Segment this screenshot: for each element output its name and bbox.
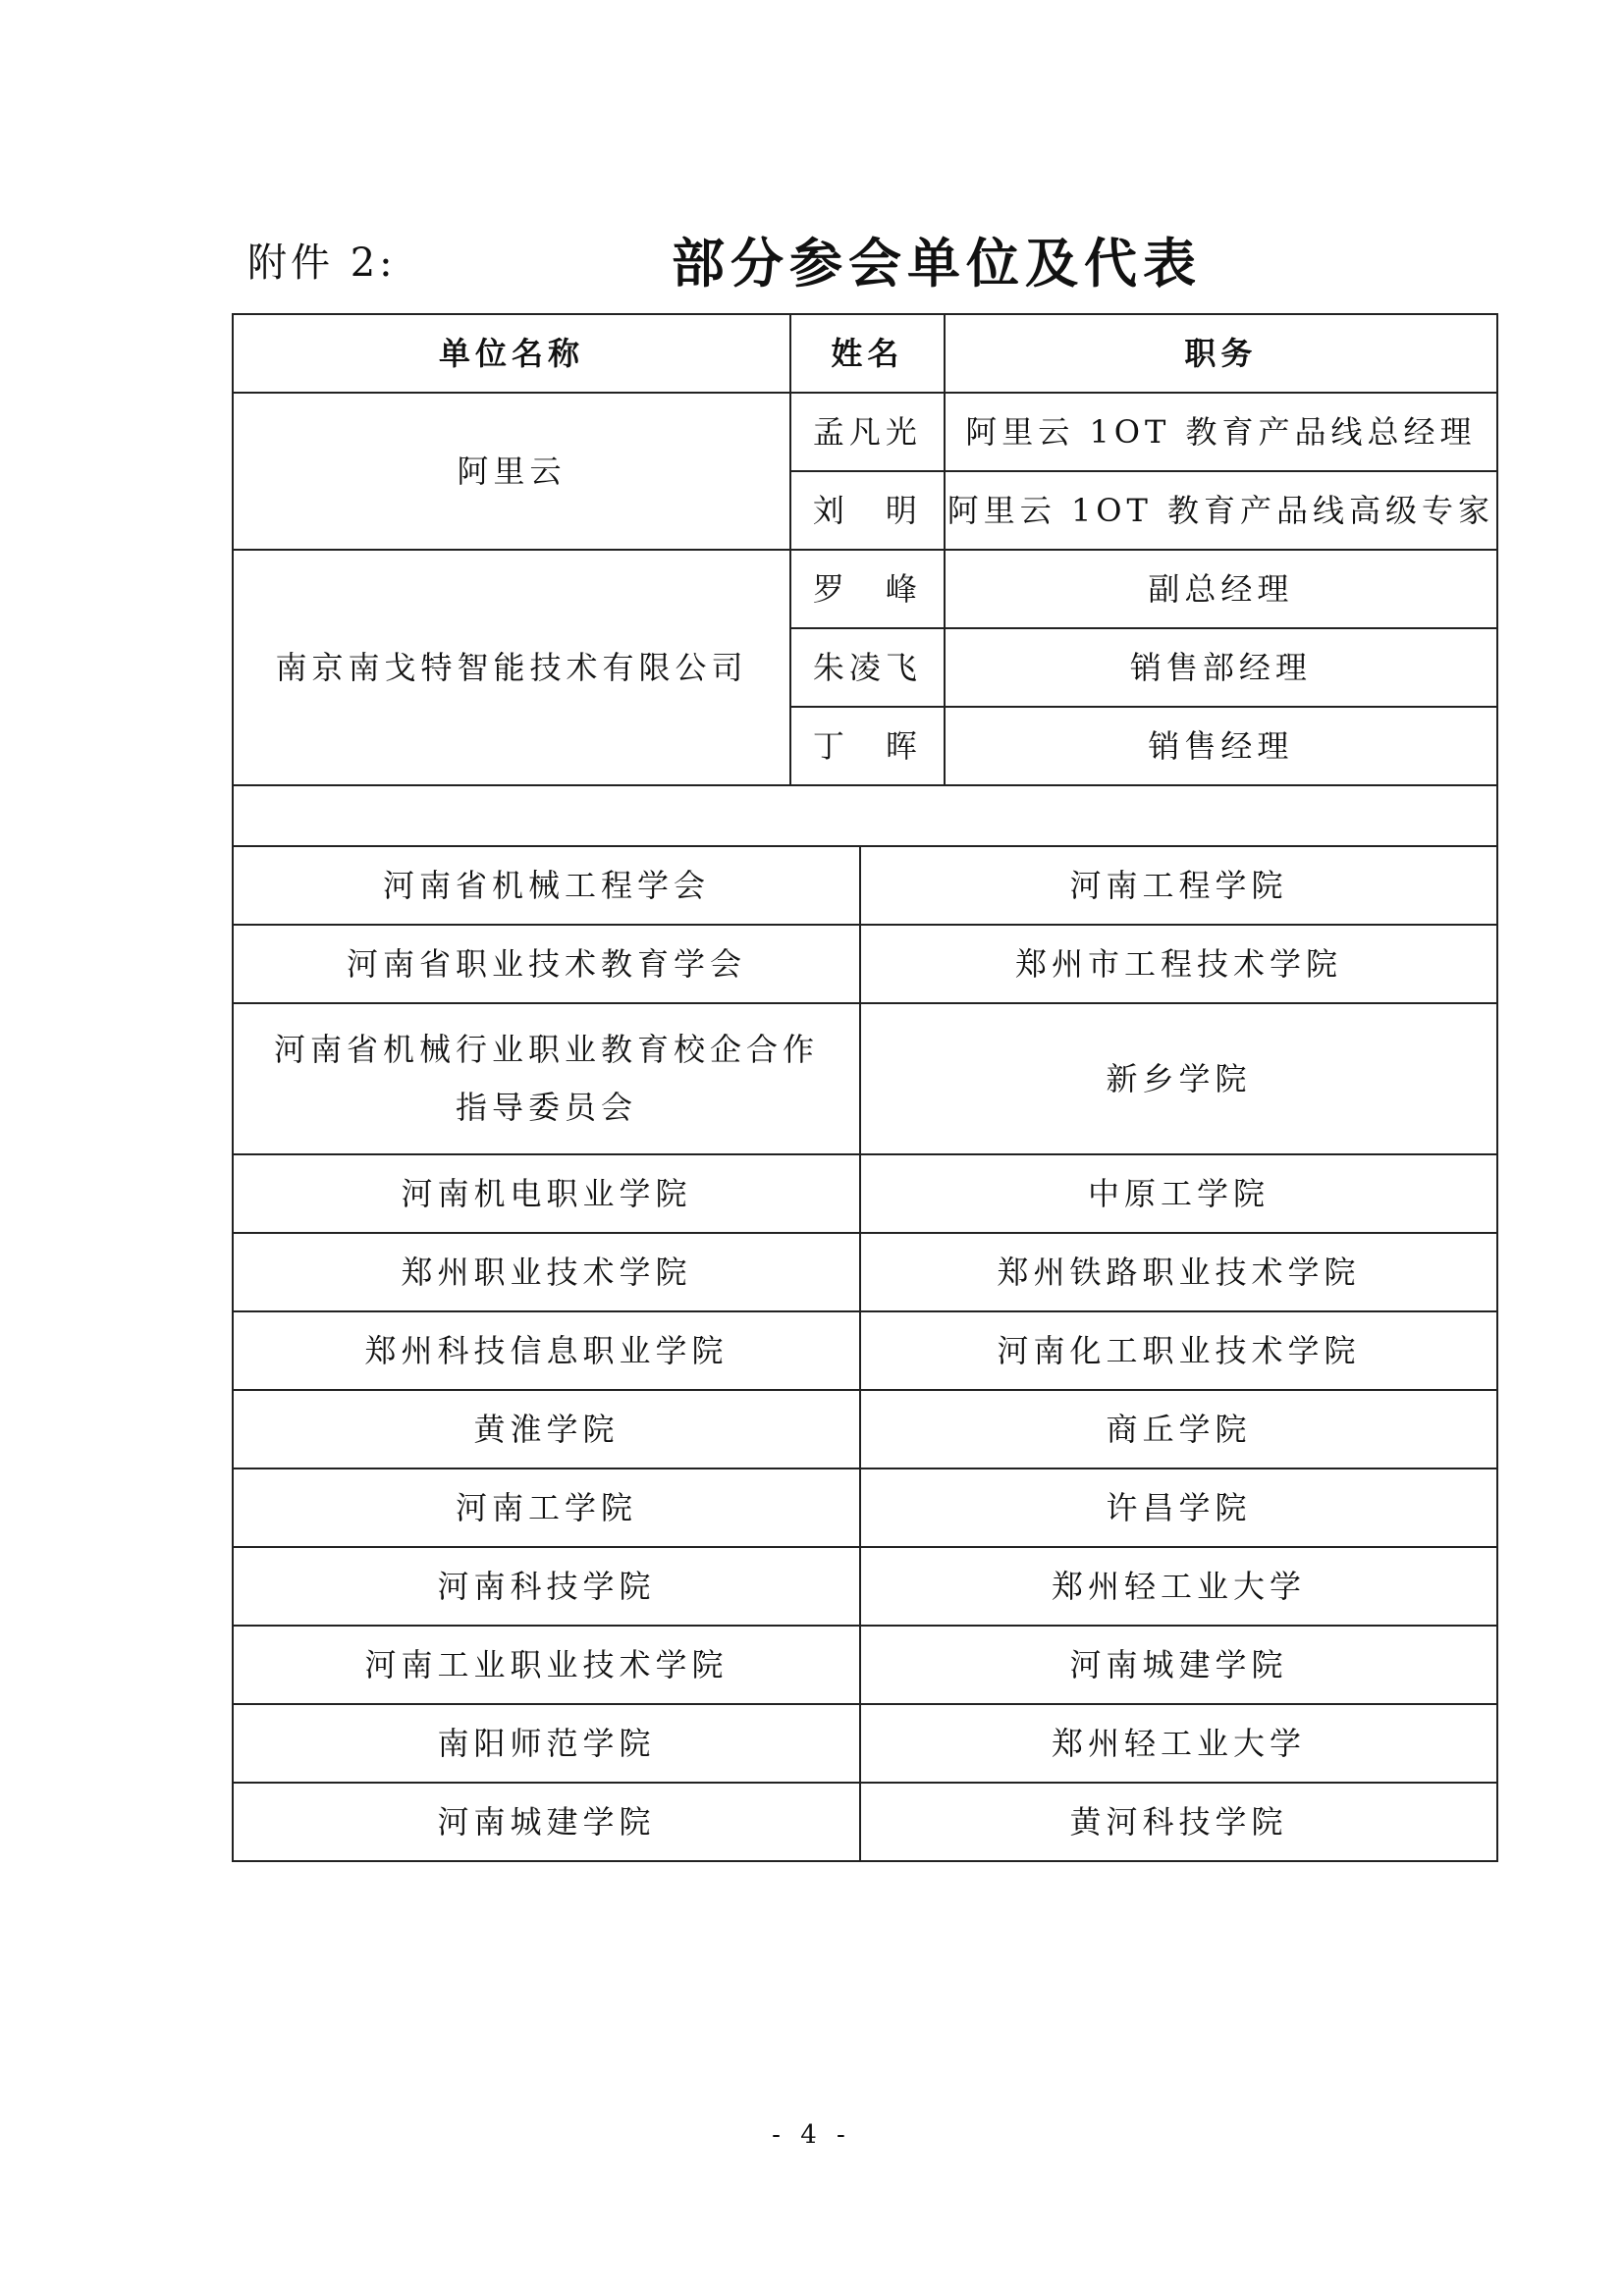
- name-cell: 丁 晖: [790, 707, 945, 785]
- unit-left: 河南工业职业技术学院: [233, 1626, 860, 1704]
- unit-left: 黄淮学院: [233, 1390, 860, 1468]
- unit-left: 郑州职业技术学院: [233, 1233, 860, 1311]
- attachment-label: 附件 2:: [247, 240, 397, 286]
- unit-right: 郑州市工程技术学院: [860, 925, 1497, 1003]
- name-cell: 罗 峰: [790, 550, 945, 628]
- title-cell: 阿里云 1OT 教育产品线高级专家: [945, 471, 1497, 550]
- name-cell: 孟凡光: [790, 393, 945, 471]
- table-row: [233, 1311, 1497, 1390]
- page-number: - 4 -: [772, 2120, 851, 2150]
- unit-right: 新乡学院: [860, 1003, 1497, 1154]
- blank-cell: [233, 785, 1497, 846]
- unit-left: 郑州科技信息职业学院: [233, 1311, 860, 1390]
- unit-left: 河南科技学院: [233, 1547, 860, 1626]
- participants-table: [232, 313, 1498, 1862]
- unit-left: 河南工学院: [233, 1468, 860, 1547]
- unit-cell: 阿里云: [233, 393, 790, 550]
- table-row: [233, 1003, 1497, 1154]
- blank-row: [233, 785, 1497, 846]
- table-row: [233, 1233, 1497, 1311]
- unit-right: 河南化工职业技术学院: [860, 1311, 1497, 1390]
- unit-right: 郑州轻工业大学: [860, 1547, 1497, 1626]
- title-cell: 阿里云 1OT 教育产品线总经理: [945, 393, 1497, 471]
- unit-left: 河南省职业技术教育学会: [233, 925, 860, 1003]
- unit-left: [233, 1003, 860, 1154]
- header-unit: 单位名称: [233, 314, 790, 393]
- unit-left-line1: 河南省机械行业职业教育校企合作: [273, 1031, 819, 1069]
- table-row: [233, 1783, 1497, 1861]
- table-row: [233, 1626, 1497, 1704]
- title-cell: 销售部经理: [945, 628, 1497, 707]
- table-row: [233, 393, 1497, 471]
- table-row: [233, 1704, 1497, 1783]
- page-title: 部分参会单位及代表: [672, 233, 1202, 294]
- unit-right: 郑州铁路职业技术学院: [860, 1233, 1497, 1311]
- unit-right: 郑州轻工业大学: [860, 1704, 1497, 1783]
- unit-left: 河南城建学院: [233, 1783, 860, 1861]
- table-row: [233, 1154, 1497, 1233]
- title-cell: 销售经理: [945, 707, 1497, 785]
- name-cell: 朱凌飞: [790, 628, 945, 707]
- unit-right: 许昌学院: [860, 1468, 1497, 1547]
- table-row: [233, 550, 1497, 628]
- table-row: [233, 1390, 1497, 1468]
- unit-right: 黄河科技学院: [860, 1783, 1497, 1861]
- table-row: [233, 1468, 1497, 1547]
- unit-cell: 南京南戈特智能技术有限公司: [233, 550, 790, 785]
- unit-right: 河南工程学院: [860, 846, 1497, 925]
- title-cell: 副总经理: [945, 550, 1497, 628]
- unit-left: 河南省机械工程学会: [233, 846, 860, 925]
- unit-right: 商丘学院: [860, 1390, 1497, 1468]
- table-row: [233, 846, 1497, 925]
- unit-right: 中原工学院: [860, 1154, 1497, 1233]
- unit-left: 河南机电职业学院: [233, 1154, 860, 1233]
- table-header-row: [233, 314, 1497, 393]
- unit-left-line2: 指导委员会: [455, 1089, 637, 1126]
- table-row: [233, 1547, 1497, 1626]
- name-cell: 刘 明: [790, 471, 945, 550]
- unit-left: 南阳师范学院: [233, 1704, 860, 1783]
- table-row: [233, 925, 1497, 1003]
- header-title: 职务: [945, 314, 1497, 393]
- unit-right: 河南城建学院: [860, 1626, 1497, 1704]
- header-name: 姓名: [790, 314, 945, 393]
